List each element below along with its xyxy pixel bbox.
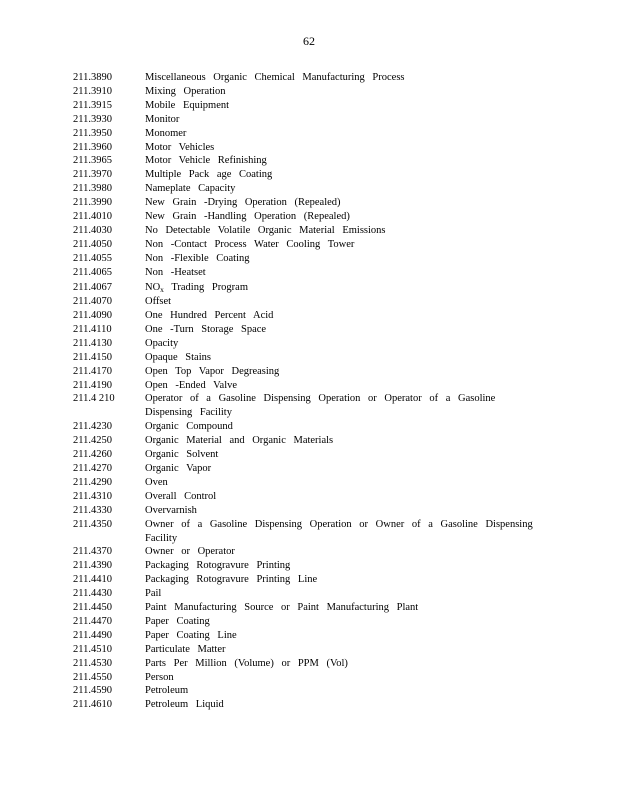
list-item [73, 295, 543, 309]
term-subscript: x [160, 284, 164, 294]
section-number: 211.4510 [73, 643, 112, 655]
section-number: 211.4490 [73, 629, 112, 641]
section-number: 211.4190 [73, 379, 112, 391]
section-number: 211.4330 [73, 504, 112, 516]
section-number: 211.3965 [73, 155, 112, 167]
defined-term: Organic Solvent [145, 449, 219, 461]
section-number: 211.4030 [73, 224, 112, 236]
defined-term: Overall Control [145, 490, 217, 502]
defined-term: Mobile Equipment [145, 99, 230, 111]
section-number: 211.4290 [73, 476, 112, 488]
defined-term: Organic Material and Organic Materials [145, 435, 334, 447]
list-item [73, 280, 543, 296]
defined-term: Pail [145, 588, 162, 600]
defined-term: New Grain -Handling Operation (Repealed) [145, 211, 350, 223]
section-number: 211.4610 [73, 699, 112, 711]
list-item [73, 559, 543, 573]
defined-term: Monomer [145, 127, 187, 139]
list-item [73, 573, 543, 587]
defined-term: One Hundred Percent Acid [145, 310, 274, 321]
section-number: 211.4590 [73, 685, 112, 697]
section-number: 211.3915 [73, 99, 112, 111]
term-suffix: Trading Program [163, 281, 249, 293]
defined-term: Person [145, 671, 174, 683]
list-item [73, 601, 543, 615]
list-item [73, 379, 543, 393]
list-item [73, 643, 543, 657]
section-number: 211.3890 [73, 72, 112, 83]
section-number: 211.4230 [73, 421, 112, 433]
list-item [73, 154, 543, 168]
section-number: 211.3960 [73, 141, 112, 153]
section-number: 211.4065 [73, 266, 112, 278]
defined-term: No Detectable Volatile Organic Material Emissions [145, 224, 386, 236]
section-number: 211.3910 [73, 85, 112, 97]
list-item [73, 266, 543, 280]
section-number: 211.4350 [73, 518, 112, 530]
defined-term: Non -Flexible Coating [145, 252, 250, 264]
section-number: 211.4390 [73, 560, 112, 572]
defined-term: Non -Contact Process Water Cooling Tower [145, 238, 355, 250]
section-number: 211.4550 [73, 671, 112, 683]
list-item [73, 196, 543, 210]
section-number: 211.3930 [73, 113, 112, 125]
section-number: 211.4090 [73, 310, 112, 321]
list-item [73, 238, 543, 252]
defined-term: Overvarnish [145, 504, 197, 516]
section-number: 211.4067 [73, 281, 112, 293]
defined-term: Miscellaneous Organic Chemical Manufacturing Process [145, 72, 405, 83]
list-item [73, 127, 543, 141]
section-number: 211.4430 [73, 588, 112, 600]
list-item [73, 448, 543, 462]
defined-term: Owner of a Gasoline Dispensing Operation or Owner of a Gasoline Dispensing Facility [145, 518, 533, 544]
list-item [73, 71, 543, 85]
list-item [73, 587, 543, 601]
section-number: 211.4260 [73, 449, 112, 461]
defined-term: Open -Ended Valve [145, 379, 238, 391]
list-item [73, 141, 543, 155]
list-item [73, 545, 543, 559]
defined-term: Owner or Operator [145, 546, 235, 558]
defined-term: Organic Compound [145, 421, 233, 433]
list-item [73, 351, 543, 365]
defined-term: Organic Vapor [145, 462, 212, 474]
list-item [73, 323, 543, 337]
list-item [73, 462, 543, 476]
list-item [73, 252, 543, 266]
list-item [73, 309, 543, 323]
list-item [73, 671, 543, 685]
section-number: 211.4 210 [73, 393, 115, 405]
defined-term: Motor Vehicle Refinishing [145, 155, 267, 167]
list-item [73, 182, 543, 196]
section-number: 211.4370 [73, 546, 112, 558]
list-item [73, 365, 543, 379]
list-item [73, 434, 543, 448]
defined-term: Parts Per Million (Volume) or PPM (Vol) [145, 657, 348, 669]
list-item [73, 657, 543, 671]
section-number: 211.3980 [73, 183, 112, 195]
section-number: 211.3990 [73, 197, 112, 209]
definitions-list [73, 71, 543, 712]
section-number: 211.4055 [73, 252, 112, 264]
defined-term: Offset [145, 296, 172, 308]
defined-term: Non -Heatset [145, 266, 206, 278]
defined-term [145, 280, 543, 296]
defined-term: Paper Coating [145, 615, 210, 627]
list-item [73, 113, 543, 127]
section-number: 211.4470 [73, 615, 112, 627]
defined-term: Operator of a Gasoline Dispensing Operation or Operator of a Gasoline Dispensing Facility [145, 393, 496, 419]
section-number: 211.4070 [73, 296, 112, 308]
defined-term: Opaque Stains [145, 351, 211, 363]
defined-term: Petroleum Liquid [145, 699, 224, 711]
defined-term: Paper Coating Line [145, 629, 237, 641]
section-number: 211.3950 [73, 127, 112, 139]
section-number: 211.4150 [73, 351, 112, 363]
defined-term: Monitor [145, 113, 180, 125]
list-item [73, 420, 543, 434]
defined-term: Particulate Matter [145, 643, 226, 655]
list-item [73, 392, 543, 420]
list-item [73, 490, 543, 504]
defined-term: Nameplate Capacity [145, 183, 236, 195]
section-number: 211.4170 [73, 365, 112, 377]
defined-term: Petroleum [145, 685, 189, 697]
page-number: 62 [303, 34, 315, 48]
section-number: 211.4410 [73, 574, 112, 586]
section-number: 211.4250 [73, 435, 112, 447]
list-item [73, 698, 543, 712]
defined-term: Opacity [145, 337, 179, 349]
list-item [73, 518, 543, 546]
list-item [73, 615, 543, 629]
list-item [73, 337, 543, 351]
section-number: 211.4310 [73, 490, 112, 502]
section-number: 211.4050 [73, 238, 112, 250]
defined-term: Open Top Vapor Degreasing [145, 365, 280, 377]
defined-term: Mixing Operation [145, 85, 226, 97]
defined-term: Multiple Pack age Coating [145, 169, 273, 181]
list-item [73, 504, 543, 518]
list-item [73, 210, 543, 224]
list-item [73, 85, 543, 99]
list-item [73, 224, 543, 238]
defined-term: New Grain -Drying Operation (Repealed) [145, 197, 341, 209]
list-item [73, 99, 543, 113]
section-number: 211.4450 [73, 602, 112, 614]
defined-term: One -Turn Storage Space [145, 323, 267, 335]
defined-term: Motor Vehicles [145, 141, 215, 153]
defined-term: Paint Manufacturing Source or Paint Manufacturing Plant [145, 602, 419, 614]
section-number: 211.4010 [73, 211, 112, 223]
defined-term: Oven [145, 476, 168, 488]
section-number: 211.4270 [73, 462, 112, 474]
list-item [73, 168, 543, 182]
term-prefix: NO [145, 281, 161, 293]
list-item [73, 629, 543, 643]
section-number: 211.4130 [73, 337, 112, 349]
section-number: 211.4530 [73, 657, 112, 669]
section-number: 211.3970 [73, 169, 112, 181]
section-number: 211.4110 [73, 323, 112, 335]
list-item [73, 684, 543, 698]
defined-term: Packaging Rotogravure Printing Line [145, 574, 318, 586]
defined-term: Packaging Rotogravure Printing [145, 560, 291, 572]
list-item [73, 476, 543, 490]
